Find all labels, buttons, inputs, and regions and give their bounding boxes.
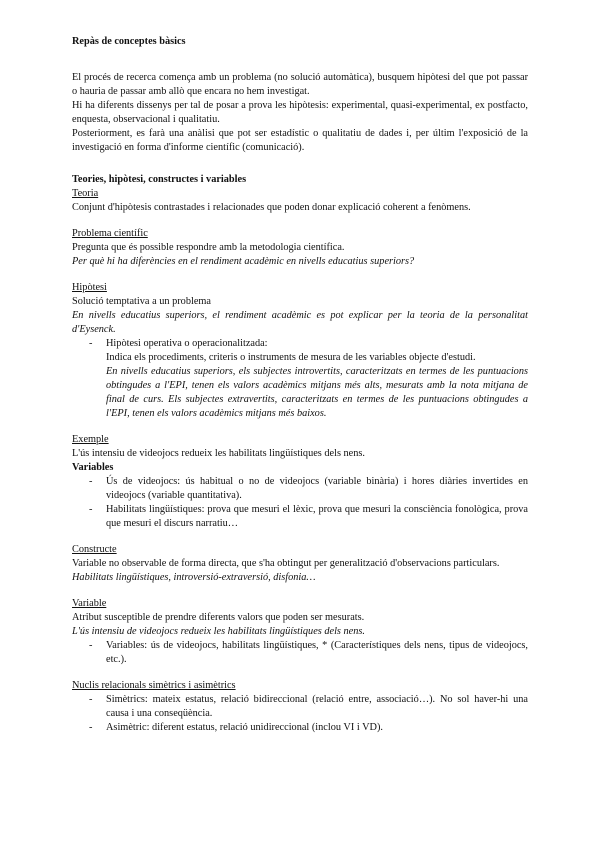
- variable-heading: Variable: [72, 598, 107, 609]
- hipotesi-operativa-label: - Hipòtesi operativa o operacionalitzada:: [106, 338, 268, 349]
- exemple-text: L'ús intensiu de videojocs redueix les habilitats lingüístiques dels nens.: [72, 448, 365, 459]
- hipotesi-block: [72, 281, 528, 421]
- teoria-block: [72, 187, 528, 215]
- variables-heading: Variables: [72, 462, 114, 473]
- intro-paragraph: Hi ha diferents dissenys per tal de posar a prova les hipòtesis: experimental, quasi-experimental, ex postfacto, enquesta, observacional i qualitatiu.: [72, 100, 528, 125]
- hipotesi-operativa-example: En nivells educatius superiors, els subjectes introvertits, caracteritzats en termes de les puntuacions obtingudes a l'EPI, tenen els valors acadèmics mitjans més alts, mesurats amb la nota mitjana de final de curs. Els subjectes extravertits, caracteritzats en termes de les puntuacions obtingudes a l'EPI, tenen els valors acadèmics mitjans més baixos.: [106, 366, 528, 419]
- intro-section: [72, 71, 528, 155]
- document-body: [72, 35, 528, 735]
- nuclis-list: [72, 693, 528, 735]
- problema-example: Per què hi ha diferències en el rendiment acadèmic en nivells educatius superiors?: [72, 256, 415, 267]
- list-item: - Simètrics: mateix estatus, relació bidireccional (relació entre, associació…). No sol haver-hi una causa i una conseqüència.: [72, 693, 528, 721]
- hipotesi-list: [72, 337, 528, 421]
- constructe-text: Variable no observable de forma directa, que s'ha obtingut per generalització d'observacions particulars.: [72, 558, 500, 569]
- teoria-heading: Teoria: [72, 188, 99, 199]
- constructe-heading: Constructe: [72, 544, 117, 555]
- page-title: Repàs de conceptes bàsics: [72, 36, 186, 47]
- problema-text: Pregunta que és possible respondre amb la metodologia científica.: [72, 242, 345, 253]
- list-item: - Habilitats lingüístiques: prova que mesuri el lèxic, prova que mesuri la consciència fonològica, prova que mesuri el discurs narratiu…: [72, 503, 528, 531]
- exemple-block: [72, 433, 528, 531]
- intro-paragraph: Posteriorment, es farà una anàlisi que pot ser estadístic o qualitatiu de dades i, per últim l'exposició de la investigació en forma d'informe científic (comunicació).: [72, 128, 528, 153]
- constructe-example: Habilitats lingüístiques, introversió-extraversió, disfonia…: [72, 572, 316, 583]
- intro-paragraph: El procés de recerca comença amb un problema (no solució automàtica), busquem hipòtesi del que pot passar o hauria de passar amb allò que encara no hem investigat.: [72, 72, 528, 97]
- list-item: - Variables: ús de videojocs, habilitats lingüístiques, * (Característiques dels nens, tipus de videojocs, etc.).: [72, 639, 528, 667]
- problema-heading: Problema científic: [72, 228, 148, 239]
- hipotesi-heading: Hipòtesi: [72, 282, 107, 293]
- hipotesi-operativa-text: Indica els procediments, criteris o instruments de mesura de les variables objecte d'estudi.: [106, 352, 476, 363]
- section-title: Teories, hipòtesi, constructes i variables: [72, 174, 247, 185]
- list-item: - Asimètric: diferent estatus, relació unidireccional (inclou VI i VD).: [72, 721, 528, 735]
- nuclis-heading: Nuclis relacionals simètrics i asimètrics: [72, 680, 236, 691]
- list-item: - Ús de videojocs: ús habitual o no de videojocs (variable binària) i hores diàries invertides en videojocs (variable quantitativa).: [72, 475, 528, 503]
- variable-example: L'ús intensiu de videojocs redueix les habilitats lingüístiques dels nens.: [72, 626, 365, 637]
- list-item: [72, 337, 528, 421]
- problema-block: [72, 227, 528, 269]
- variable-list: [72, 639, 528, 667]
- exemple-variables-list: [72, 475, 528, 531]
- hipotesi-example: En nivells educatius superiors, el rendiment acadèmic es pot explicar per la teoria de la personalitat d'Eysenck.: [72, 310, 528, 335]
- teoria-text: Conjunt d'hipòtesis contrastades i relacionades que poden donar explicació coherent a fenòmens.: [72, 202, 471, 213]
- hipotesi-text: Solució temptativa a un problema: [72, 296, 211, 307]
- nuclis-block: [72, 679, 528, 735]
- constructe-block: [72, 543, 528, 585]
- variable-text: Atribut susceptible de prendre diferents valors que poden ser mesurats.: [72, 612, 365, 623]
- exemple-heading: Exemple: [72, 434, 109, 445]
- variable-block: [72, 597, 528, 667]
